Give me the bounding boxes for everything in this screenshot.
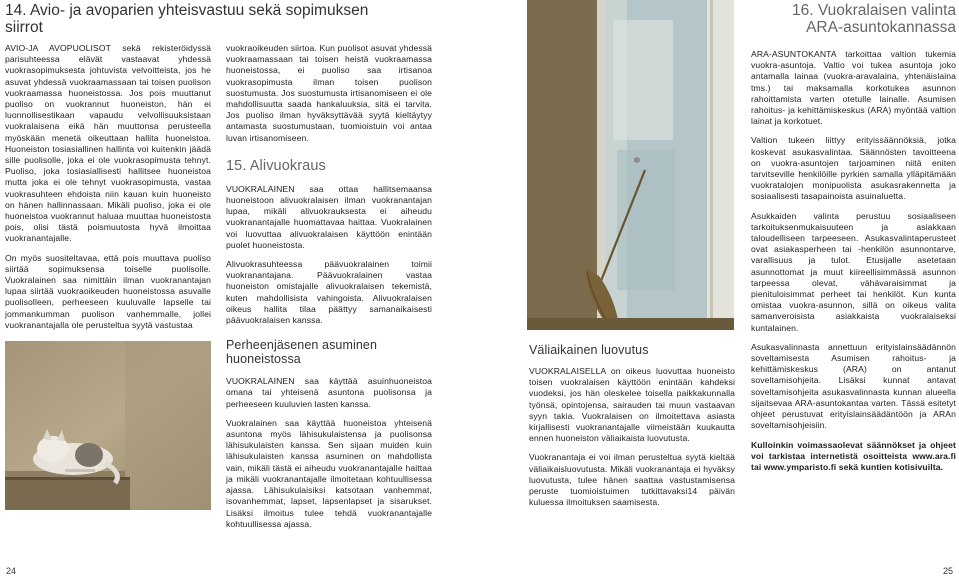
paragraph: Alivuokrasuhteessa päävuokralainen toimii vuokranantajana. Päävuokralainen vastaa huoneiston omistajalle alivuokralaisen tekemistä, kuten mahdollisista vahingoista. Alivuokralaisen oikeus hallita tilaa päättyy samanaikaisesti päävuokralaisen kanssa. bbox=[226, 259, 432, 326]
left-page-heading: 14. Avio- ja avoparien yhteisvastuu sekä sopimuksen siirrot bbox=[5, 2, 369, 36]
paragraph: Asukkaiden valinta perustuu sosiaaliseen tarkoituksenmukaisuuteen ja asiakkaan taloudelliseen tarpeeseen. Asukasvalintaperusteet ovat asiakasperheen tai -henkilön asunnontarve, varallisuus ja tulot. Etusijalle asetetaan asunnottomat ja muut kiireellisimmässä asunnon tarpeessa olevat, vähävaraisimmat ja pienituloisimmat perheet tai henkilöt. Kun kunta omistaa vuokra-asunnon, sillä on oikeus valita samanveroisista asiakkaista vuokralaiseksi kuntalainen. bbox=[751, 210, 956, 333]
paragraph-bold-links: Kulloinkin voimassaolevat säännökset ja ohjeet voi tarkistaa internetistä osoitteista www.ara.fi tai www.ymparisto.fi sekä kuntien kotisivuilta. bbox=[751, 439, 956, 472]
paragraph: On myös suositeltavaa, että pois muuttava puoliso siirtää sopimuksensa toiselle puolisolle. Vuokralainen saa nimittäin ilman vuokranantajan lupaa siirtää vuokraoikeuden huoneistossa asuvalle puolisolleen, perheeseen kuuluvalle lapselle tai jommankumman puolison vanhemmalle, jollei vuokranantajalla ole perusteltua syytä vastustaa bbox=[5, 252, 211, 330]
page-number-left: 24 bbox=[6, 566, 17, 576]
paragraph: VUOKRALAINEN saa käyttää asuinhuoneistoa omana tai yhteisenä asuntona puolisonsa ja perheeseen kuuluvien lasten kanssa. bbox=[226, 376, 432, 409]
paragraph: vuokraoikeuden siirtoa. Kun puolisot asuvat yhdessä vuokraamassaan tai toisen heistä vuokraamassa huoneistossa, ei puoliso saa irtisanoa vuokrasopimusta ilman toisen puolison suostumusta. Jos suostumusta irtisanomiseen ei ole mahdollisuutta saada hankaluuksia, sitä ei tarvita. Jos puoliso ilman hyväksyttävää syytä kieltäytyy antamasta suostumustaan, tuomioistuin voi antaa luvan irtisanomiseen. bbox=[226, 43, 432, 143]
left-column-2 bbox=[226, 43, 432, 538]
right-page-heading: 16. Vuokralaisen valinta ARA-asuntokannassa bbox=[792, 2, 956, 36]
paragraph: Asukasvalinnasta annettuun erityislainsäädännön soveltamisesta Asumisen rahoitus- ja kehittämiskeskus (ARA) on antanut soveltamisohjeita. Lisäksi kunnat antavat soveltamisohjeita asukasvalinnasta kunnan alueella sijaitsevaa ARA-asuntokantaa varten. Tässä esitetyt ohjeet perustuvat erityislainsäädäntöön ja ARAn soveltamisohjeisiin. bbox=[751, 341, 956, 431]
right-column-2 bbox=[751, 49, 956, 481]
paragraph: Vuokranantaja ei voi ilman perusteltua syytä kieltää väliaikaisluovutusta. Mikäli vuokranantaja ei hyväksy luovutusta, tulee hänen saattaa vastustamisensa peruste tuomioistuimen tutkittavaksi14 päivän kuluessa ilmoituksen saamisesta. bbox=[529, 452, 735, 508]
paragraph: Vuokralainen saa käyttää huoneistoa yhteisenä asuntona myös lähisukulaistensa ja puolisonsa lähisukulaisten kanssa. Sen sijaan muiden kuin lähisukulaisten kanssa asuminen on mahdollista vain, mikäli tästä ei aiheudu vuokranantajalle haittaa ja mikäli vuokranantajalle ilmoitetaan kohtuullisessa ajassa. Lähisukulaisiksi katsotaan vanhemmat, isovanhemmat, lapset, lapsenlapset ja sisarukset. Lisäksi ilmoitus tulee tehdä vuokranantajalle kohtuullisessa ajassa. bbox=[226, 417, 432, 529]
section-heading-perheenjasen: Perheenjäsenen asuminen huoneistossa bbox=[226, 338, 378, 367]
doorway-broom-photo bbox=[527, 0, 734, 330]
left-column-1 bbox=[5, 43, 211, 339]
paragraph: Valtion tukeen liittyy erityissäännöksiä, jotka koskevat asukasvalintaa. Säännösten tavoitteena on vuokra-asuntojen tarjoaminen niitä eniten tarvitseville henkilöille pyrkien samalla ylläpitämään vuokratalojen monipuolista asukasrakennetta ja sosiaalisesti tasapainoista asuinaluetta. bbox=[751, 135, 956, 202]
section-heading-15: 15. Alivuokraus bbox=[226, 157, 326, 174]
paragraph: VUOKRALAISELLA on oikeus luovuttaa huoneisto toisen vuokralaisen käyttöön enintään kahdeksi vuodeksi, jos hän oleskelee toisella paikkakunnalla työnsä, opintojensa, sairauden tai muun vastaavan syyn takia. Vuokralaisen on ilmoitettava asiasta kirjallisesti vuokranantajalle viimeistään kuukautta ennen huoneiston väliaikaista luovutusta. bbox=[529, 366, 735, 444]
paragraph: VUOKRALAINEN saa ottaa hallitsemaansa huoneistoon alivuokralaisen ilman vuokranantajan lupaa, mikäli alivuokrauksesta ei aiheudu vuokranantajalle huomattavaa haittaa. Vuokralainen voi luovuttaa alivuokralaisen käyttöön enintään puolet huoneistosta. bbox=[226, 183, 432, 250]
paragraph: AVIO-JA AVOPUOLISOT sekä rekisteröidyssä parisuhteessa elävät vastaavat yhdessä vuokrasopimuksesta johtuvista velvoitteista, jos he asuvat yhdessä vuokraamassaan tai toisen puolison vuokraamassa huoneistossa. Jos pois muuttanut puoliso on vuokrannut huoneiston, hän ei luonnollisestikaan vapaudu velvollisuuksistaan vuokralaisena eikä hän muuttonsa perusteella myöskään menetä oikeuttaan hallita huoneistoa. Huoneiston tosiasiallinen hallinta voi kuitenkin jäädä sille puolisolle, joka ei ole vuokrasopimusta tehnyt. Puoliso, joka tosiasiallisesti hallitsee huoneistoa mutta joka ei ole tehnyt vuokrasopimusta, vastaa vuokrasuhteen ehdoista niin kauan kuin huoneisto on hänen hallinnassaan. Mikäli puoliso, joka ei ole huoneistoa vuokrannut haluaa muuttaa huoneistosta pois, olisi tästä poismuutosta hyvä ilmoittaa vuokranantajalle. bbox=[5, 43, 211, 244]
cat-on-shelf-photo bbox=[5, 341, 211, 510]
right-column-1 bbox=[529, 343, 735, 516]
section-heading-valiaikainen: Väliaikainen luovutus bbox=[529, 343, 649, 357]
paragraph: ARA-ASUNTOKANTA tarkoittaa valtion tukemia vuokra-asuntoja. Valtio voi tukea asuntoja joko antamalla lainaa (vuokra-aravalaina, yhtenäislaina tms.) tai maksamalla korkotukea asunnon rahoittamista varten otetulle lainalle. Asumisen rahoitus- ja kehittämiskeskus (ARA) myöntää valtion lainat ja korkotuet. bbox=[751, 49, 956, 127]
page-number-right: 25 bbox=[942, 566, 953, 576]
